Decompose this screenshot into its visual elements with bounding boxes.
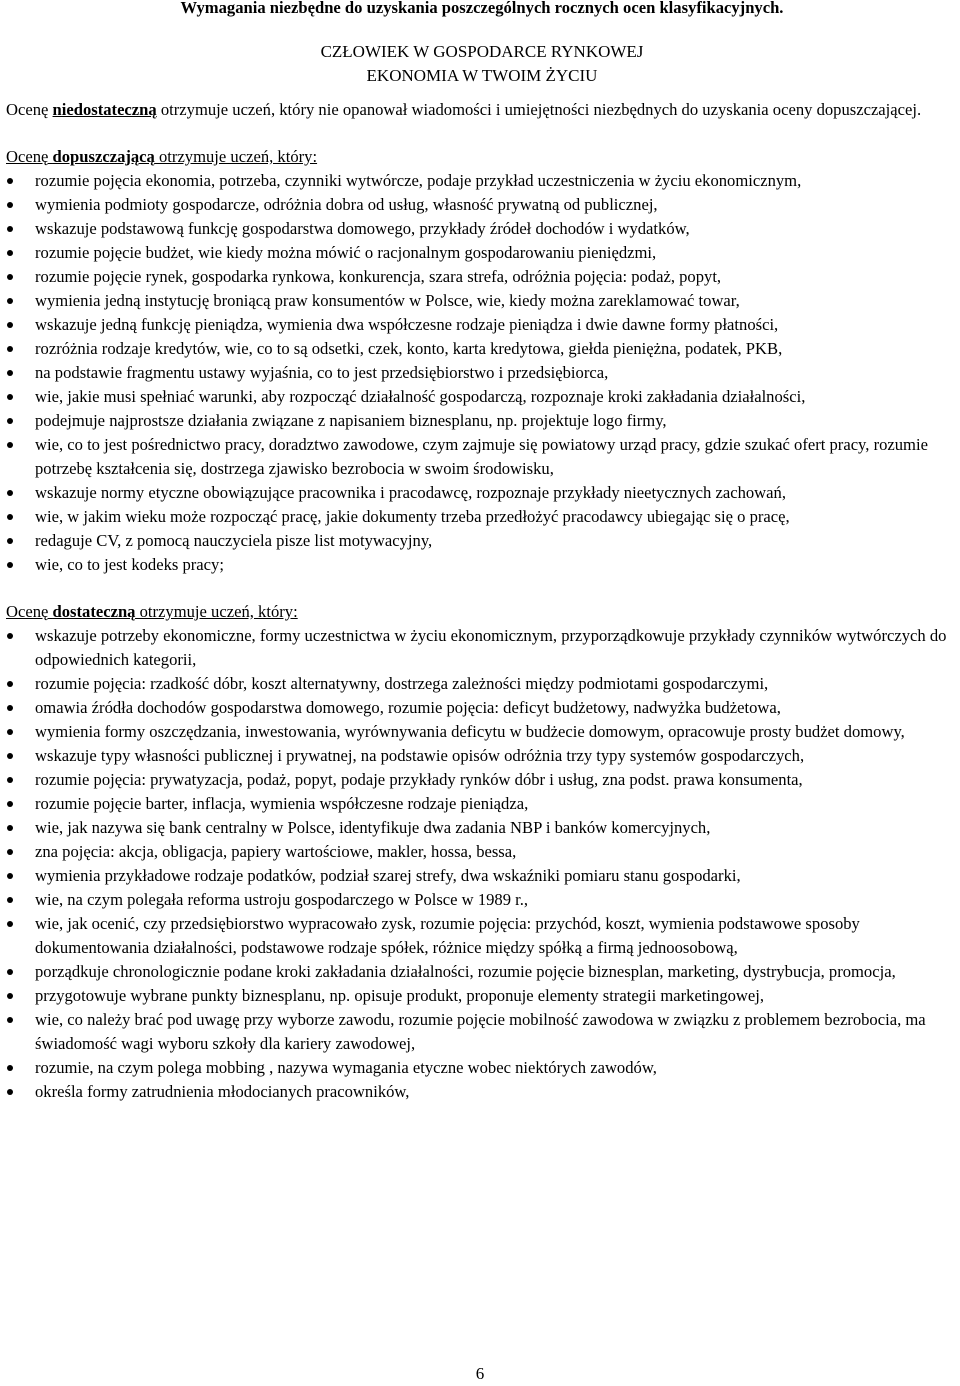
list-item: porządkuje chronologicznie podane kroki zakładania działalności, rozumie pojęcie biznesplan, marketing, dystrybucja, promocja, xyxy=(6,960,958,984)
list-item: wie, jak ocenić, czy przedsiębiorstwo wypracowało zysk, rozumie pojęcia: przychód, koszt, wymienia podstawowe sposoby dokumentowania działalności, podstawowe rodzaje spółek, różnice między spółką a firmą jednoosobową, xyxy=(6,912,958,960)
list-item: redaguje CV, z pomocą nauczyciela pisze list motywacyjny, xyxy=(6,529,958,553)
list-item: wymienia jedną instytucję broniącą praw konsumentów w Polsce, wie, kiedy można zareklamować towar, xyxy=(6,289,958,313)
page-number: 6 xyxy=(475,1364,485,1383)
document-page xyxy=(6,0,958,1104)
pass-grade-section xyxy=(6,145,958,577)
list-item: wie, co to jest pośrednictwo pracy, doradztwo zawodowe, czym zajmuje się powiatowy urząd pracy, gdzie szukać ofert pracy, rozumie potrzebę kształcenia się, dostrzega zjawisko bezrobocia w swoim środowisku, xyxy=(6,433,958,481)
satisfactory-requirements-list xyxy=(6,624,958,1104)
list-item: wymienia podmioty gospodarcze, odróżnia dobra od usług, własność prywatną od publicznej, xyxy=(6,193,958,217)
main-title-line-2: EKONOMIA W TWOIM ŻYCIU xyxy=(366,66,598,85)
list-item: zna pojęcia: akcja, obligacja, papiery wartościowe, makler, hossa, bessa, xyxy=(6,840,958,864)
list-item: rozumie pojęcie rynek, gospodarka rynkowa, konkurencja, szara strefa, odróżnia pojęcia: podaż, popyt, xyxy=(6,265,958,289)
list-item: rozumie pojęcie barter, inflacja, wymienia współczesne rodzaje pieniądza, xyxy=(6,792,958,816)
satisfactory-grade-label: dostateczną xyxy=(52,602,136,621)
list-item: wskazuje jedną funkcję pieniądza, wymienia dwa współczesne rodzaje pieniądza i dwie dawne formy płatności, xyxy=(6,313,958,337)
list-item: przygotowuje wybrane punkty biznesplanu, np. opisuje produkt, proponuje elementy strategii marketingowej, xyxy=(6,984,958,1008)
list-item: wymienia przykładowe rodzaje podatków, podział szarej strefy, dwa wskaźniki pomiaru stanu gospodarki, xyxy=(6,864,958,888)
main-title xyxy=(6,40,958,88)
main-title-line-1: CZŁOWIEK W GOSPODARCE RYNKOWEJ xyxy=(320,42,644,61)
satisfactory-grade-section xyxy=(6,600,958,1104)
list-item: rozumie pojęcia: rzadkość dóbr, koszt alternatywny, dostrzega zależności między podmiotami gospodarczymi, xyxy=(6,672,958,696)
list-item: podejmuje najprostsze działania związane z napisaniem biznesplanu, np. projektuje logo firmy, xyxy=(6,409,958,433)
list-item: rozumie, na czym polega mobbing , nazywa wymagania etyczne wobec niektórych zawodów, xyxy=(6,1056,958,1080)
list-item: wymienia formy oszczędzania, inwestowania, wyrównywania deficytu w budżecie domowym, opracowuje prosty budżet domowy, xyxy=(6,720,958,744)
list-item: wskazuje normy etyczne obowiązujące pracownika i pracodawcę, rozpoznaje przykłady nieetycznych zachowań, xyxy=(6,481,958,505)
list-item: omawia źródła dochodów gospodarstwa domowego, rozumie pojęcia: deficyt budżetowy, nadwyżka budżetowa, xyxy=(6,696,958,720)
pass-requirements-list xyxy=(6,169,958,577)
list-item: wskazuje podstawową funkcję gospodarstwa domowego, przykłady źródeł dochodów i wydatków, xyxy=(6,217,958,241)
list-item: określa formy zatrudnienia młodocianych pracowników, xyxy=(6,1080,958,1104)
list-item: wskazuje potrzeby ekonomiczne, formy uczestnictwa w życiu ekonomicznym, przyporządkowuje przykłady czynników wytwórczych do odpowiednich kategorii, xyxy=(6,624,958,672)
pass-grade-intro xyxy=(6,145,958,169)
insufficient-prefix: Ocenę xyxy=(6,100,53,119)
list-item: rozumie pojęcia ekonomia, potrzeba, czynniki wytwórcze, podaje przykład uczestniczenia w życiu ekonomicznym, xyxy=(6,169,958,193)
satisfactory-suffix: otrzymuje uczeń, który: xyxy=(135,602,298,621)
list-item: rozumie pojęcia: prywatyzacja, podaż, popyt, podaje przykłady rynków dóbr i usług, zna podst. prawa konsumenta, xyxy=(6,768,958,792)
pass-prefix: Ocenę xyxy=(6,147,53,166)
list-item: rozumie pojęcie budżet, wie kiedy można mówić o racjonalnym gospodarowaniu pieniędzmi, xyxy=(6,241,958,265)
list-item: wie, na czym polegała reforma ustroju gospodarczego w Polsce w 1989 r., xyxy=(6,888,958,912)
list-item: wie, co należy brać pod uwagę przy wyborze zawodu, rozumie pojęcie mobilność zawodowa w związku z problemem bezrobocia, ma świadomość wagi wyboru szkoły dla kariery zawodowej, xyxy=(6,1008,958,1056)
pass-suffix: otrzymuje uczeń, który: xyxy=(154,147,318,166)
pass-grade-label: dopuszczającą xyxy=(52,147,155,166)
insufficient-grade-paragraph xyxy=(6,98,958,122)
list-item: wskazuje typy własności publicznej i prywatnej, na podstawie opisów odróżnia trzy typy systemów gospodarczych, xyxy=(6,744,958,768)
insufficient-text: otrzymuje uczeń, który nie opanował wiadomości i umiejętności niezbędnych do uzyskania oceny dopuszczającej. xyxy=(156,100,922,119)
satisfactory-grade-intro xyxy=(6,600,958,624)
requirements-title: Wymagania niezbędne do uzyskania poszczególnych rocznych ocen klasyfikacyjnych. xyxy=(180,0,784,17)
list-item: wie, jakie musi spełniać warunki, aby rozpocząć działalność gospodarczą, rozpoznaje kroki zakładania działalności, xyxy=(6,385,958,409)
list-item: na podstawie fragmentu ustawy wyjaśnia, co to jest przedsiębiorstwo i przedsiębiorca, xyxy=(6,361,958,385)
insufficient-grade-label: niedostateczną xyxy=(52,100,157,119)
satisfactory-prefix: Ocenę xyxy=(6,602,53,621)
list-item: wie, w jakim wieku może rozpocząć pracę, jakie dokumenty trzeba przedłożyć pracodawcy ubiegając się o pracę, xyxy=(6,505,958,529)
list-item: wie, co to jest kodeks pracy; xyxy=(6,553,958,577)
list-item: wie, jak nazywa się bank centralny w Polsce, identyfikuje dwa zadania NBP i banków komercyjnych, xyxy=(6,816,958,840)
list-item: rozróżnia rodzaje kredytów, wie, co to są odsetki, czek, konto, karta kredytowa, giełda pieniężna, podatek, PKB, xyxy=(6,337,958,361)
